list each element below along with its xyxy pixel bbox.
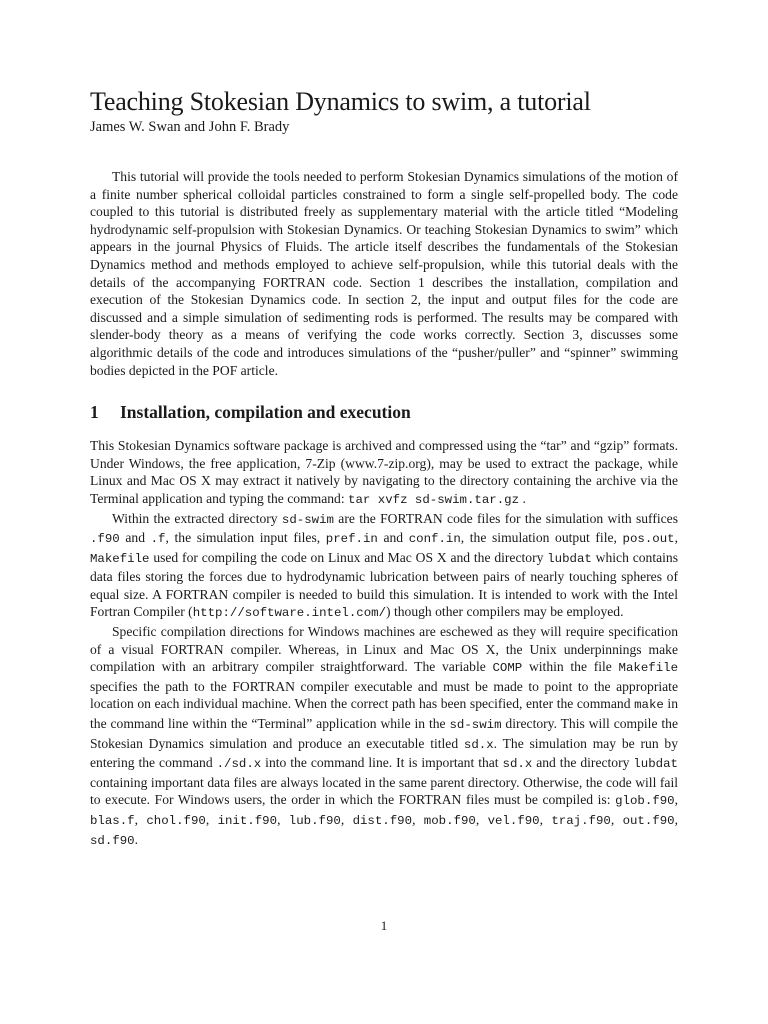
text-run: . The simulation may be run by entering the command bbox=[90, 735, 678, 771]
text-run: , the simulation output file, bbox=[460, 530, 623, 546]
code-term: sd-swim bbox=[281, 512, 334, 527]
text-run: containing important data files are always located in the same parent directory. Otherwise, the code will fail to execute. For Windows users, the order in which the FORTRAN files must be compiled is: bbox=[90, 774, 678, 808]
code-term: pref.in bbox=[325, 532, 378, 547]
file-name-code: sd.f90 bbox=[90, 833, 135, 848]
file-name-code: init.f90 bbox=[217, 814, 278, 828]
section-1-paragraph-3 bbox=[90, 623, 678, 850]
abstract-paragraph: This tutorial will provide the tools needed to perform Stokesian Dynamics simulations of the motion of a finite number spherical colloidal particles constrained to form a single self-propelled body. The code coupled to this tutorial is distributed freely as supplementary material with the article titled “Modeling hydrodynamic self-propulsion with Stokesian Dynamics. Or teaching Stokesian Dynamics to swim” which appears in the journal Physics of Fluids. The article itself describes the fundamentals of the Stokesian Dynamics method and methods employed to achieve self-propulsion, while this tutorial deals with the details of the accompanying FORTRAN code. Section 1 describes the installation, compilation and execution of the Stokesian Dynamics code. In section 2, the input and output files for the code are discussed and a simple simulation of sedimenting rods is performed. The results may be compared with slender-body theory as a means of verifying the code works correctly. Section 3, discusses some algorithmic details of the code and introduces simulations of the “pusher/puller” and “spinner” swimming bodies depicted in the POF article. bbox=[90, 169, 678, 378]
section-1-title: Installation, compilation and execution bbox=[120, 402, 411, 423]
file-name-code: mob.f90 bbox=[423, 814, 476, 828]
code-term: sd-swim bbox=[449, 718, 502, 733]
code-term: ./sd.x bbox=[216, 757, 262, 772]
text-run: Specific compilation directions for Windows machines are eschewed as they will require specification of a visual FORTRAN compiler. Whereas, in Linux and Mac OS X, the Unix underpinnings make compilation with an arbitrary compiler straightforward. The variable bbox=[90, 624, 678, 675]
list-separator: , bbox=[412, 812, 424, 827]
list-separator: , bbox=[674, 792, 678, 808]
list-separator: , bbox=[610, 812, 623, 827]
section-1-heading bbox=[90, 401, 678, 423]
text-run: and bbox=[377, 530, 409, 546]
text-run: , the simulation input files, bbox=[165, 530, 326, 546]
code-term: lubdat bbox=[547, 551, 592, 566]
page-number: 1 bbox=[380, 918, 388, 933]
code-term: Makefile bbox=[90, 551, 150, 566]
code-term: .f90 bbox=[90, 532, 120, 547]
command-code: tar xvfz sd-swim.tar.gz bbox=[348, 492, 520, 507]
code-term: conf.in bbox=[408, 532, 461, 547]
text-run: . bbox=[519, 490, 526, 506]
text-run: within the file bbox=[522, 659, 619, 675]
code-term: .f bbox=[150, 532, 166, 547]
section-1-number: 1 bbox=[90, 402, 99, 423]
code-term: make bbox=[634, 698, 664, 713]
text-run: are the FORTRAN code files for the simulation with suffices bbox=[333, 510, 678, 526]
text-run: in the command line within the “Terminal” application while in the bbox=[90, 696, 678, 732]
file-name-code: blas.f bbox=[90, 814, 135, 828]
text-run: , bbox=[674, 530, 678, 546]
text-run: ) though other compilers may be employed. bbox=[386, 604, 624, 620]
file-name-code: vel.f90 bbox=[487, 814, 540, 828]
text-run: Within the extracted directory bbox=[112, 510, 282, 526]
file-name-code: dist.f90 bbox=[352, 814, 413, 828]
list-separator: , bbox=[539, 812, 552, 827]
file-name-code: traj.f90 bbox=[551, 814, 611, 828]
text-run: into the command line. It is important that bbox=[261, 755, 503, 771]
file-name-code: glob.f90 bbox=[615, 794, 675, 809]
text-run: and bbox=[119, 530, 151, 546]
paper-authors: James W. Swan and John F. Brady bbox=[90, 119, 290, 135]
url-code: http://software.intel.com/ bbox=[192, 606, 387, 621]
code-term: COMP bbox=[492, 661, 523, 676]
text-run: which contains data files storing the forces due to hydrodynamic lubrication between pairs of nearly touching spheres of equal size. A FORTRAN compiler is needed to build this simulation. It is intended to work with the Intel Fortran Compiler ( bbox=[90, 549, 678, 620]
list-separator: , bbox=[340, 812, 353, 827]
file-name-code: chol.f90 bbox=[146, 814, 206, 828]
list-separator: , bbox=[277, 812, 289, 827]
list-separator: , bbox=[134, 812, 147, 827]
code-term: lubdat bbox=[633, 757, 678, 772]
code-term: sd.x bbox=[463, 737, 494, 752]
text-run: and the directory bbox=[532, 755, 634, 771]
code-term: sd.x bbox=[502, 757, 533, 772]
file-name-code: out.f90 bbox=[622, 814, 675, 828]
code-term: Makefile bbox=[618, 661, 679, 676]
file-name-code: lub.f90 bbox=[288, 814, 341, 828]
text-run: . bbox=[134, 831, 139, 847]
text-run: This Stokesian Dynamics software package is archived and compressed using the “tar” and “gzip” formats. Under Windows, the free application, 7-Zip (www.7-zip.org), may be used to extract the package, while Linux and Mac OS X may extract it natively by navigating to the directory containing the archive via the Terminal application and typing the command: bbox=[90, 438, 678, 506]
list-separator: , bbox=[475, 812, 488, 827]
paper-page bbox=[90, 86, 678, 850]
list-separator: , bbox=[205, 812, 218, 827]
list-separator: , bbox=[674, 812, 679, 827]
text-run: used for compiling the code on Linux and Mac OS X and the directory bbox=[149, 549, 548, 565]
code-term: pos.out bbox=[622, 532, 675, 547]
text-run: directory. This will compile the Stokesian Dynamics simulation and produce an executable titled bbox=[90, 716, 678, 751]
section-1-paragraph-2 bbox=[90, 510, 678, 624]
paper-title: Teaching Stokesian Dynamics to swim, a tutorial bbox=[90, 87, 591, 116]
text-run: specifies the path to the FORTRAN compiler executable and must be made to point to the appropriate location on each individual machine. When the correct path has been specified, enter the command bbox=[90, 678, 678, 712]
section-1-paragraph-1 bbox=[90, 437, 678, 509]
